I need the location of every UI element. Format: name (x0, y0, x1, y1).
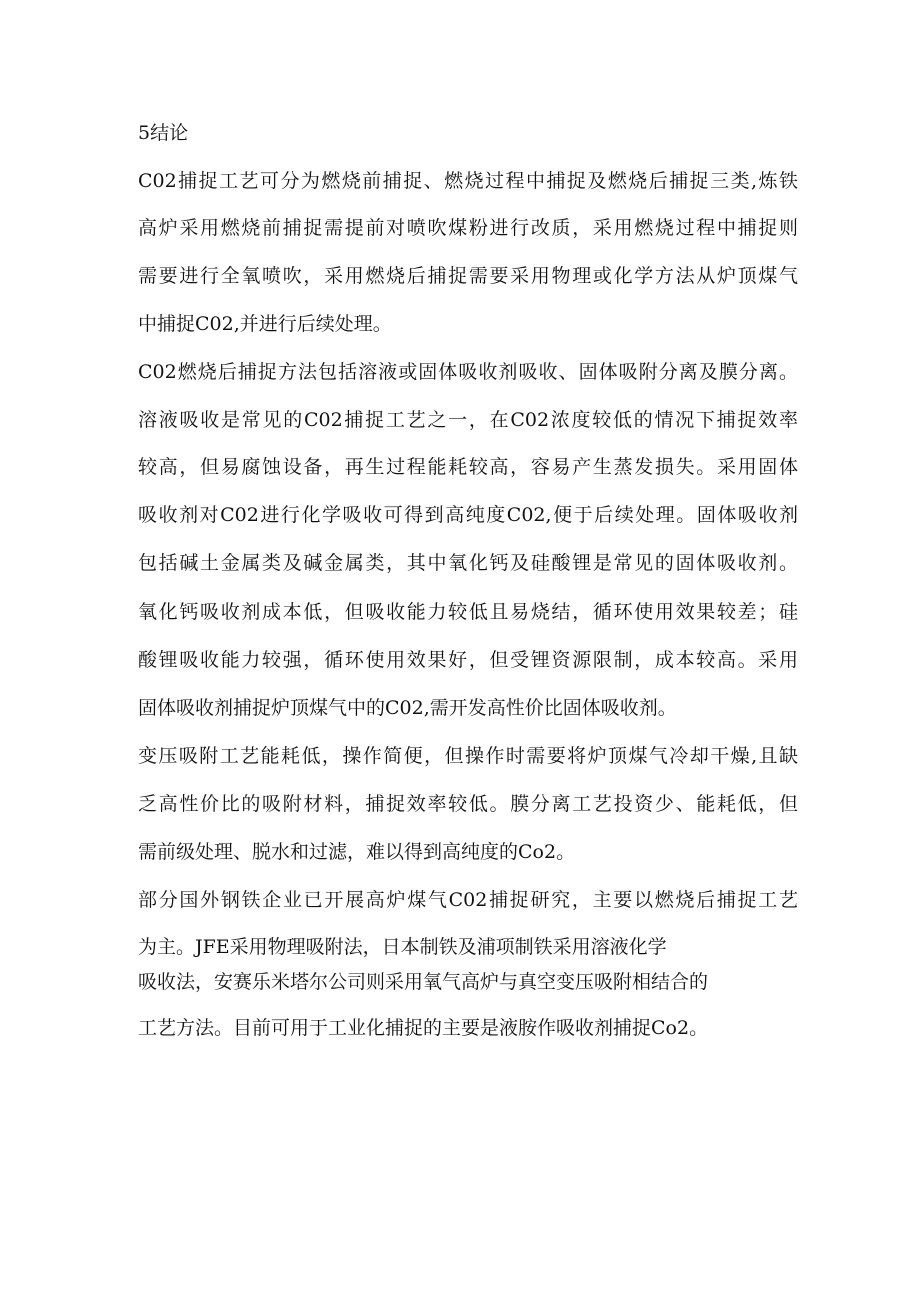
paragraph-line: 高炉采用燃烧前捕捉需提前对喷吹煤粉进行改质，采用燃烧过程中捕捉则 (138, 217, 798, 239)
paragraph-line: 中捕捉C02,并进行后续处理。 (138, 313, 392, 335)
paragraph-line: 固体吸收剂捕捉炉顶煤气中的C02,需开发高性价比固体吸收剂。 (138, 697, 677, 719)
paragraph-line: 氧化钙吸收剂成本低，但吸收能力较低且易烧结，循环使用效果较差；硅 (138, 601, 798, 623)
paragraph-line: 吸收剂对C02进行化学吸收可得到高纯度C02,便于后续处理。固体吸收剂 (138, 504, 798, 526)
paragraph-line: 部分国外钢铁企业已开展高炉煤气C02捕捉研究，主要以燃烧后捕捉工艺 (138, 889, 798, 911)
paragraph-line: 需要进行全氧喷吹，采用燃烧后捕捉需要采用物理或化学方法从炉顶煤气 (138, 265, 798, 287)
section-heading: 5结论 (138, 122, 189, 144)
paragraph-line: 乏高性价比的吸附材料，捕捉效率较低。膜分离工艺投资少、能耗低，但 (138, 793, 798, 815)
paragraph-line: 吸收法，安赛乐米塔尔公司则采用氧气高炉与真空变压吸附相结合的 (138, 971, 709, 993)
paragraph-line: 变压吸附工艺能耗低，操作简便，但操作时需要将炉顶煤气冷却干燥,且缺 (138, 745, 798, 767)
paragraph-line: 需前级处理、脱水和过滤，难以得到高纯度的Co2。 (138, 841, 576, 863)
paragraph-line: 为主。JFE采用物理吸附法，日本制铁及浦项制铁采用溶液化学 (138, 936, 667, 958)
paragraph-line: 较高，但易腐蚀设备，再生过程能耗较高，容易产生蒸发损失。采用固体 (138, 456, 798, 478)
paragraph-line: 酸锂吸收能力较强，循环使用效果好，但受锂资源限制，成本较高。采用 (138, 649, 798, 671)
paragraph-line: C02燃烧后捕捉方法包括溶液或固体吸收剂吸收、固体吸附分离及膜分离。 (138, 361, 798, 383)
paragraph-line: 溶液吸收是常见的C02捕捉工艺之一，在C02浓度较低的情况下捕捉效率 (138, 409, 798, 431)
paragraph-line: 工艺方法。目前可用于工业化捕捉的主要是液胺作吸收剂捕捉Co2。 (138, 1017, 709, 1039)
paragraph-line: C02捕捉工艺可分为燃烧前捕捉、燃烧过程中捕捉及燃烧后捕捉三类,炼铁 (138, 170, 798, 192)
paragraph-line: 包括碱土金属类及碱金属类，其中氧化钙及硅酸锂是常见的固体吸收剂。 (138, 552, 798, 574)
